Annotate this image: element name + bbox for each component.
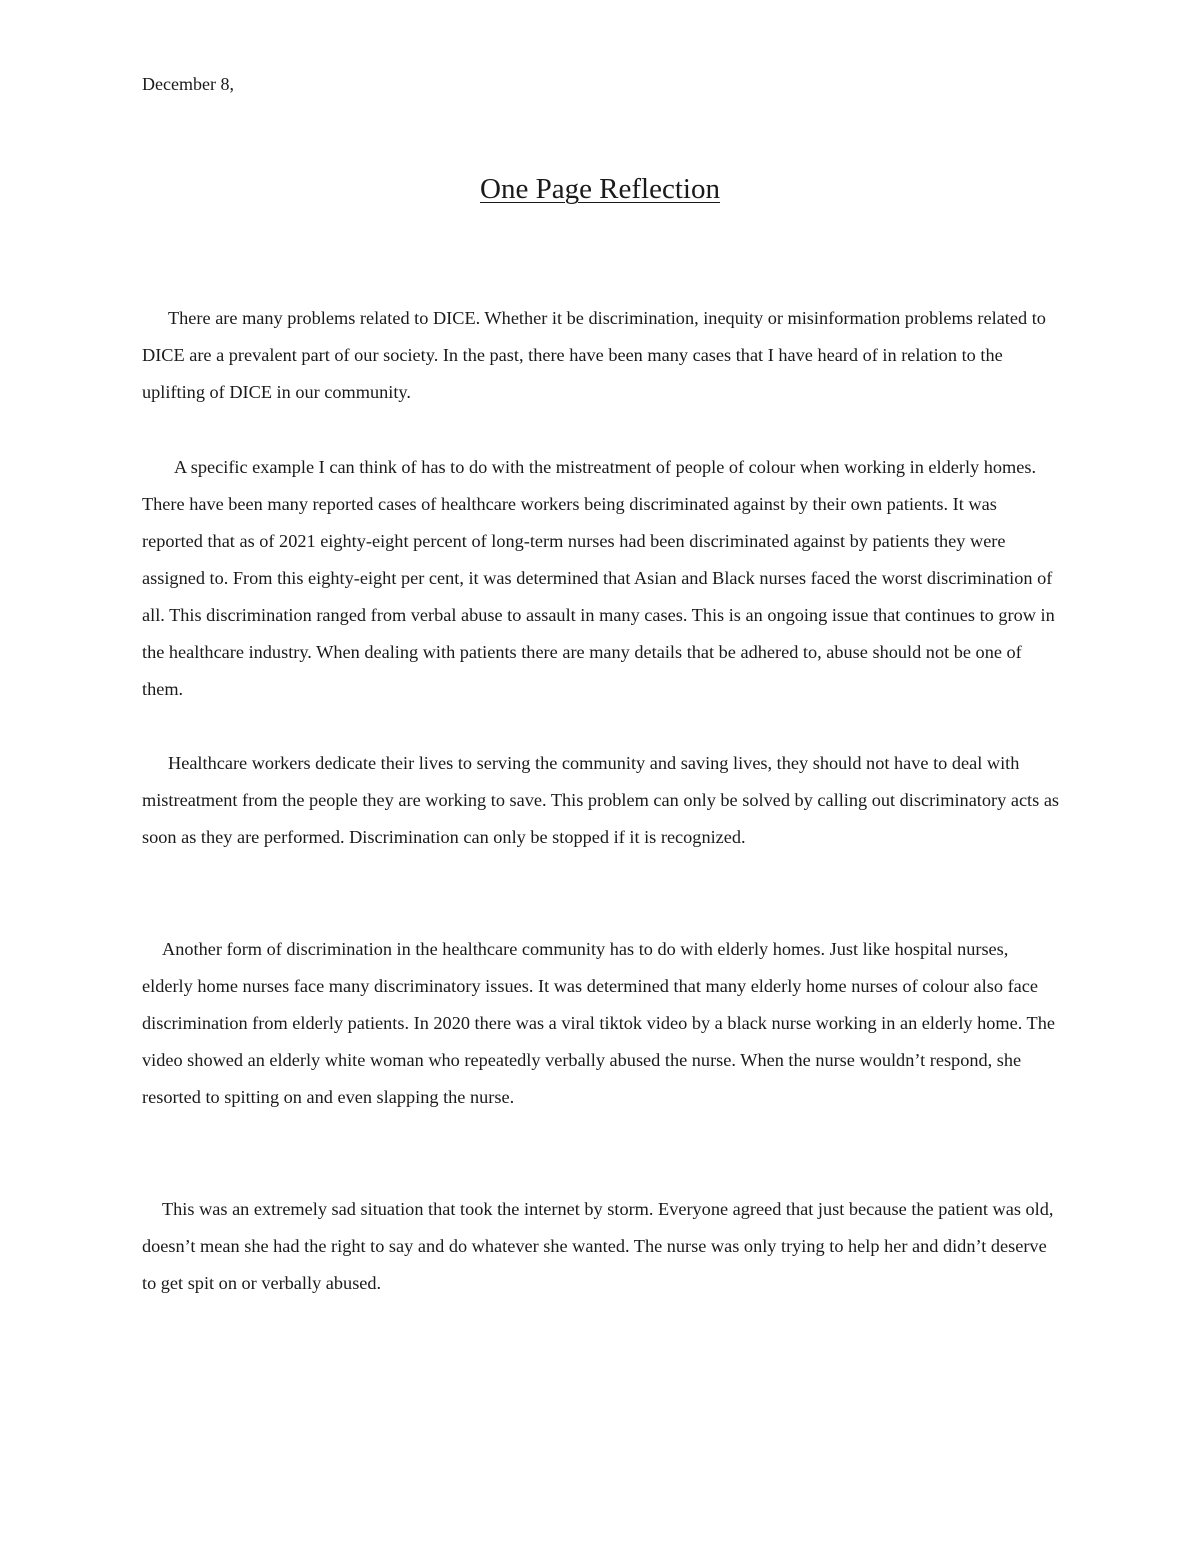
paragraph-1: There are many problems related to DICE. Whether it be discrimination, inequity or misinformation problems related to DICE are a prevalent part of our society. In the past, there have been many cases that I have heard of in relation to the uplifting of DICE in our community. [142,308,1046,402]
paragraph-3: Healthcare workers dedicate their lives to serving the community and saving lives, they should not have to deal with mistreatment from the people they are working to save. This problem can only be solved by calling out discriminatory acts as soon as they are performed. Discrimination can only be stopped if it is recognized. [142,753,1060,847]
document-title: One Page Reflection [480,173,720,205]
document-date: December 8, [142,74,234,94]
paragraph-4: Another form of discrimination in the healthcare community has to do with elderly homes. Just like hospital nurses, elderly home nurses face many discriminatory issues. It was determined that many elderly home nurses of colour also face discrimination from elderly patients. In 2020 there was a viral tiktok video by a black nurse working in an elderly home. The video showed an elderly white woman who repeatedly verbally abused the nurse. When the nurse wouldn’t respond, she resorted to spitting on and even slapping the nurse. [142,939,1055,1107]
paragraph-2: A specific example I can think of has to do with the mistreatment of people of colour when working in elderly homes. There have been many reported cases of healthcare workers being discriminated against by their own patients. It was reported that as of 2021 eighty-eight percent of long-term nurses had been discriminated against by patients they were assigned to. From this eighty-eight per cent, it was determined that Asian and Black nurses faced the worst discrimination of all. This discrimination ranged from verbal abuse to assault in many cases. This is an ongoing issue that continues to grow in the healthcare industry. When dealing with patients there are many details that be adhered to, abuse should not be one of them. [142,457,1055,699]
paragraph-5: This was an extremely sad situation that took the internet by storm. Everyone agreed that just because the patient was old, doesn’t mean she had the right to say and do whatever she wanted. The nurse was only trying to help her and didn’t deserve to get spit on or verbally abused. [142,1199,1054,1293]
